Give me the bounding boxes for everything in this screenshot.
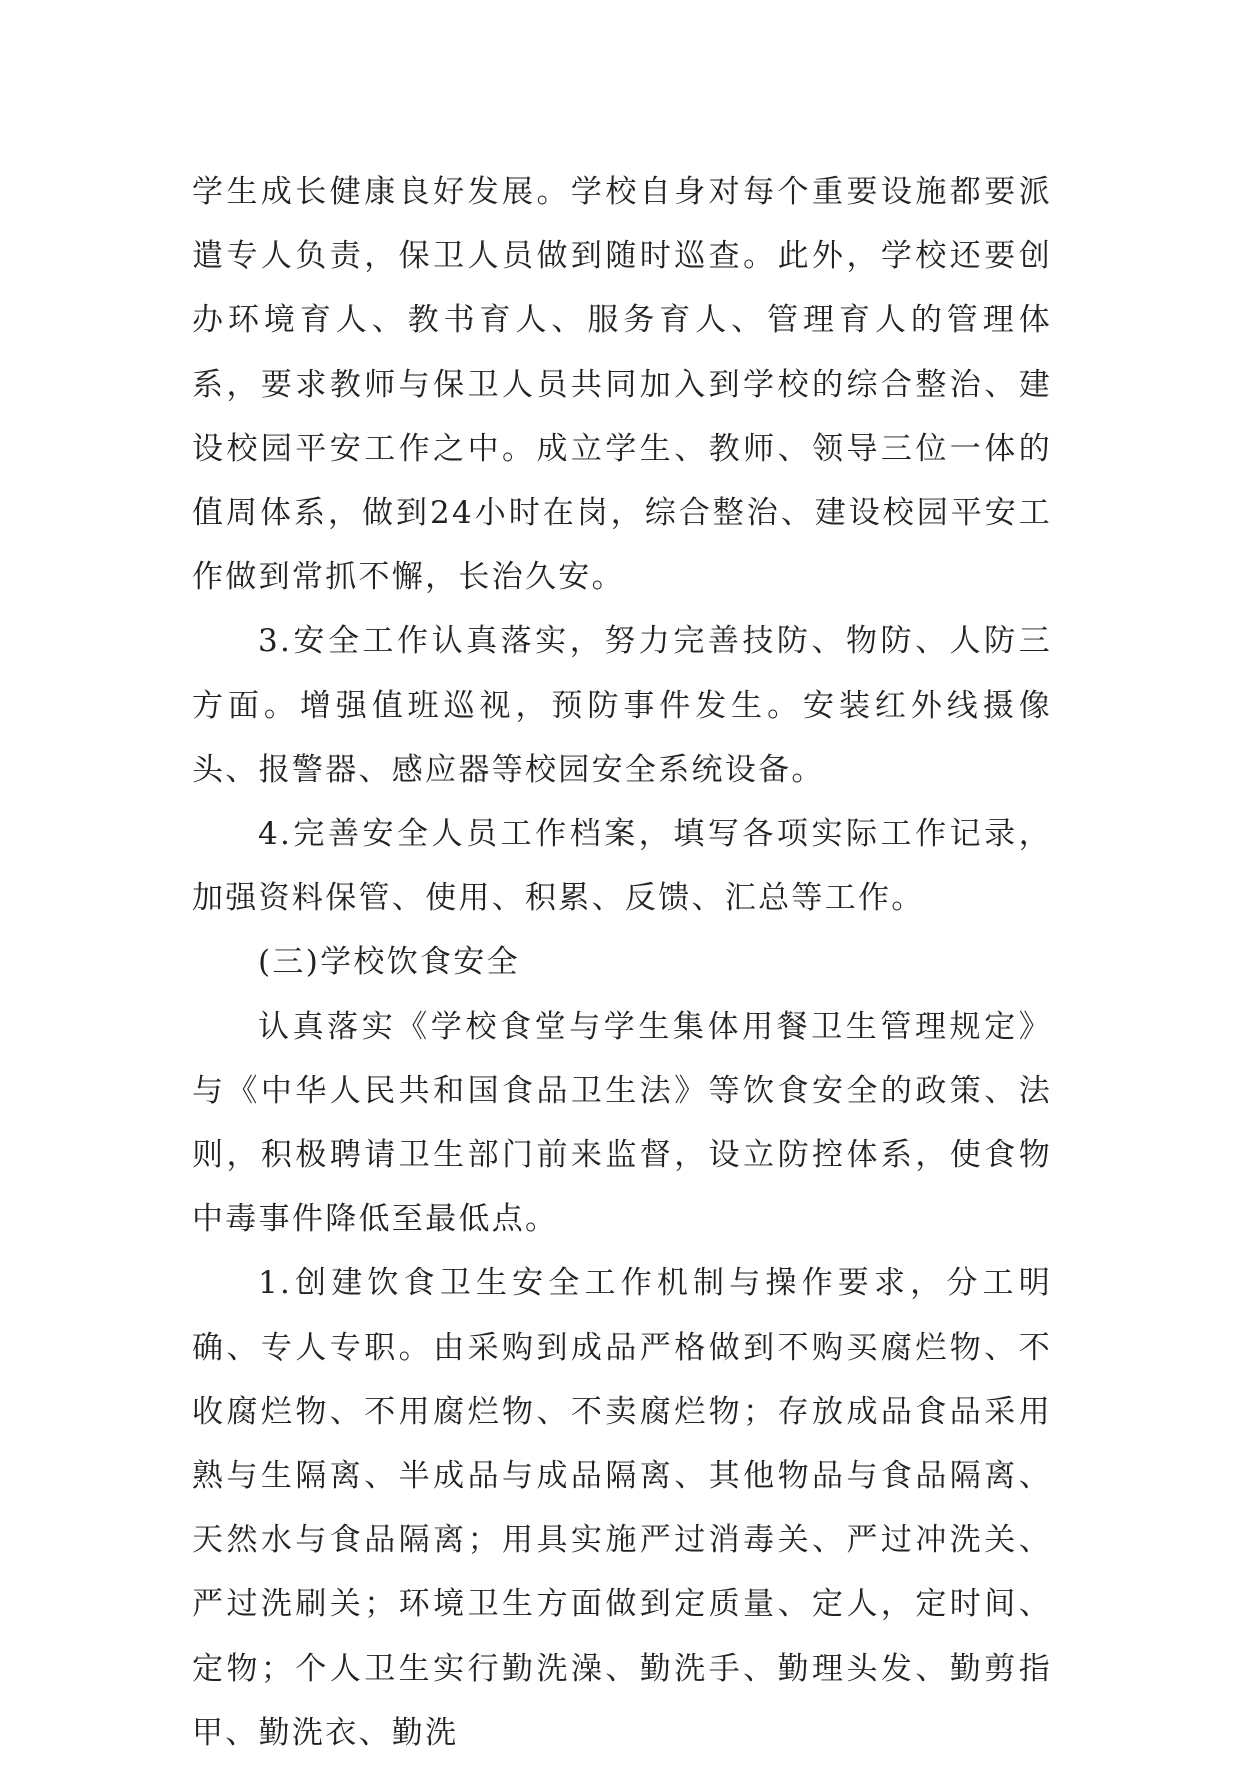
paragraph-food-item-1: 1.创建饮食卫生安全工作机制与操作要求，分工明确、专人专职。由采购到成品严格做到不购买腐烂物、不收腐烂物、不用腐烂物、不卖腐烂物；存放成品食品采用熟与生隔离、半成品与成品隔离、其他物品与食品隔离、天然水与食品隔离；用具实施严过消毒关、严过冲洗关、严过洗刷关；环境卫生方面做到定质量、定人，定时间、定物；个人卫生实行勤洗澡、勤洗手、勤理头发、勤剪指甲、勤洗衣、勤洗 bbox=[192, 1265, 1052, 1751]
paragraph-continuation: 学生成长健康良好发展。学校自身对每个重要设施都要派遣专人负责，保卫人员做到随时巡查。此外，学校还要创办环境育人、教书育人、服务育人、管理育人的管理体系，要求教师与保卫人员共同加入到学校的综合整治、建设校园平安工作之中。成立学生、教师、领导三位一体的值周体系，做到24小时在岗，综合整治、建设校园平安工作做到常抓不懈，长治久安。 bbox=[192, 174, 1052, 596]
paragraph-item-3: 3.安全工作认真落实，努力完善技防、物防、人防三方面。增强值班巡视，预防事件发生。安装红外线摄像头、报警器、感应器等校园安全系统设备。 bbox=[192, 623, 1052, 788]
paragraph-item-4: 4.完善安全人员工作档案，填写各项实际工作记录，加强资料保管、使用、积累、反馈、汇总等工作。 bbox=[192, 816, 1052, 917]
paragraph-food-safety-intro: 认真落实《学校食堂与学生集体用餐卫生管理规定》与《中华人民共和国食品卫生法》等饮食安全的政策、法则，积极聘请卫生部门前来监督，设立防控体系，使食物中毒事件降低至最低点。 bbox=[192, 1008, 1052, 1238]
document-body bbox=[192, 160, 1052, 1765]
section-heading-food-safety: (三)学校饮食安全 bbox=[258, 944, 520, 981]
